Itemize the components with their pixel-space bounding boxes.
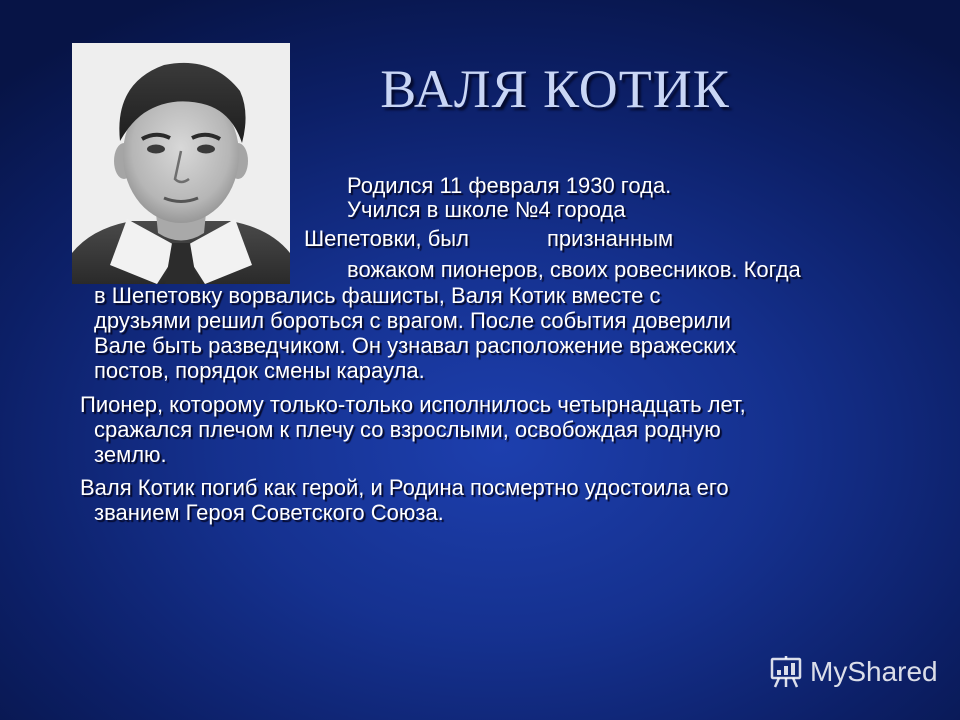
intro-line-2: Учился в школе №4 города (347, 197, 626, 222)
paragraph2-line-2: сражался плечом к плечу со взрослыми, освобождая родную (94, 417, 721, 442)
myshared-logo-text: MyShared (810, 656, 938, 687)
paragraph1-line-4: постов, порядок смены караула. (94, 358, 425, 383)
paragraph3-line-1: Валя Котик погиб как герой, и Родина посмертно удостоила его (80, 475, 729, 500)
paragraph3-line-2: званием Героя Советского Союза. (94, 500, 444, 525)
intro-line-1: Родился 11 февраля 1930 года. (347, 173, 672, 198)
intro-line-3b: признанным (547, 226, 674, 251)
paragraph1-line-1: в Шепетовку ворвались фашисты, Валя Котик вместе с (94, 283, 661, 308)
intro-line-3a: Шепетовки, был (304, 226, 469, 251)
portrait-drawing (72, 43, 290, 284)
slide-title: ВАЛЯ КОТИК (380, 59, 730, 119)
paragraph1-line-2: друзьями решил бороться с врагом. После события доверили (94, 308, 731, 333)
portrait-photo (72, 43, 290, 284)
myshared-logo[interactable] (768, 652, 938, 692)
presentation-board-icon (768, 654, 804, 690)
intro-line-4: вожаком пионеров, своих ровесников. Когда (347, 257, 801, 282)
paragraph2-line-1: Пионер, которому только-только исполнилось четырнадцать лет, (80, 392, 746, 417)
paragraph1-line-3: Вале быть разведчиком. Он узнавал расположение вражеских (94, 333, 737, 358)
paragraph2-line-3: землю. (94, 442, 167, 467)
